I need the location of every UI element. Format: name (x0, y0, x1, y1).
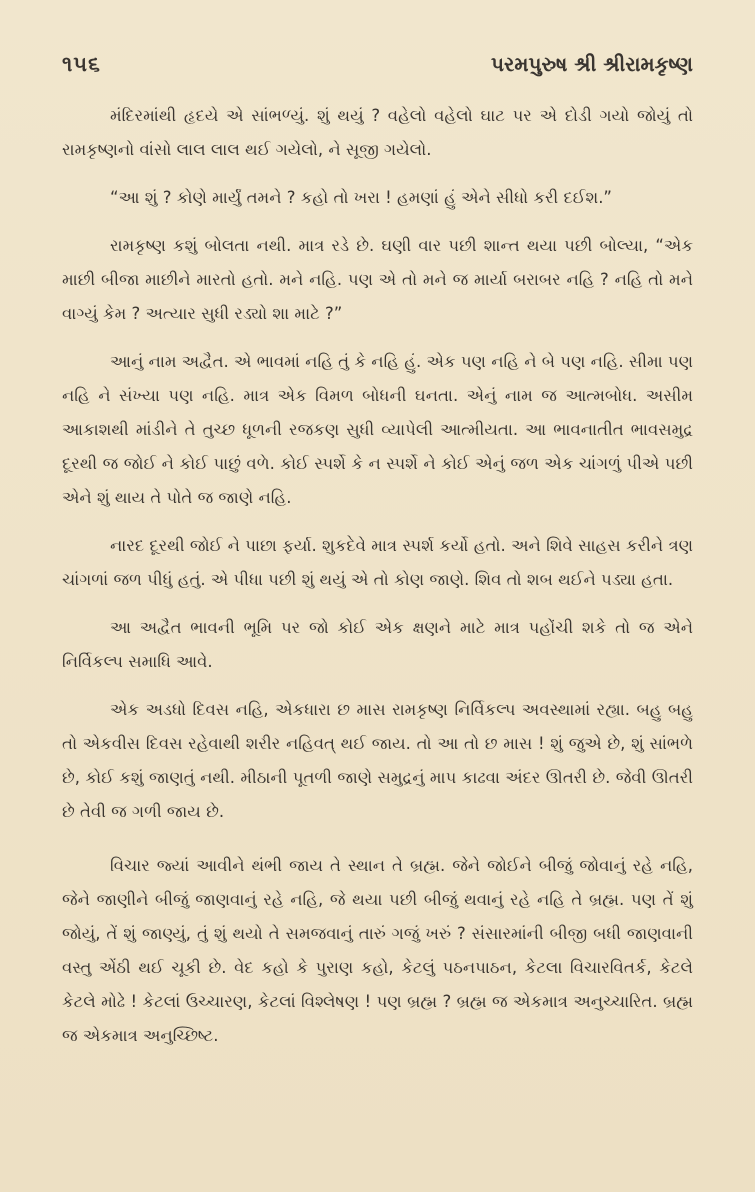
paragraph-5: નારદ દૂરથી જોઈ ને પાછા ફર્યા. શુકદેવે માત્ર સ્પર્શ કર્યો હતો. અને શિવે સાહસ કરીને ત્રણ ચાંગળાં જળ પીધું હતું. એ પીધા પછી શું થયું એ તો કોણ જાણે. શિવ તો શબ થઈને પડ્યા હતા. (62, 536, 693, 589)
paragraph-2: “આ શું ? કોણે માર્યું તમને ? કહો તો ખરા ! હમણાં હું એને સીધો કરી દઈશ.” (110, 188, 612, 207)
paragraph-7: એક અડધો દિવસ નહિ, એકધારા છ માસ રામકૃષ્ણ નિર્વિકલ્પ અવસ્થામાં રહ્યા. બહુ બહુ તો એકવીસ દિવસ રહેવાથી શરીર નહિવત્ થઈ જાય. તો આ તો છ માસ ! શું જુએ છે, શું સાંભળે છે, કોઈ કશું જાણતું નથી. મીઠાની પૂતળી જાણે સમુદ્રનું માપ કાઢવા અંદર ઊતરી છે. જેવી ઊતરી છે તેવી જ ગળી જાય છે. (62, 700, 693, 821)
paragraph-6: આ અદ્વૈત ભાવની ભૂમિ પર જો કોઈ એક ક્ષણને માટે માત્ર પહોંચી શકે તો જ એને નિર્વિકલ્પ સમાધિ આવે. (62, 618, 693, 671)
paragraph-8: વિચાર જ્યાં આવીને થંભી જાય તે સ્થાન તે બ્રહ્મ. જેને જોઈને બીજું જોવાનું રહે નહિ, જેને જાણીને બીજું જાણવાનું રહે નહિ, જે થયા પછી બીજું થવાનું રહે નહિ તે બ્રહ્મ. પણ તેં શું જોયું, તેં શું જાણ્યું, તું શું થયો તે સમજવાનું તારું ગજું ખરું ? સંસારમાંની બીજી બધી જાણવાની વસ્તુ એંઠી થઈ ચૂકી છે. વેદ કહો કે પુરાણ કહો, કેટલું પઠનપાઠન, કેટલા વિચારવિતર્ક, કેટલે કેટલે મોઢે ! કેટલાં ઉચ્ચારણ, કેટલાં વિશ્લેષણ ! પણ બ્રહ્મ ? બ્રહ્મ જ એકમાત્ર અનુચ્ચારિત. બ્રહ્મ જ એકમાત્ર અનુચ્છિષ્ટ. (62, 856, 693, 1045)
body-text (62, 99, 693, 1053)
page-header (62, 52, 693, 77)
page-number: ૧૫૬ (62, 52, 101, 76)
paragraph-4: આનું નામ અદ્વૈત. એ ભાવમાં નહિ તું કે નહિ હું. એક પણ નહિ ને બે પણ નહિ. સીમા પણ નહિ ને સંખ્યા પણ નહિ. માત્ર એક વિમળ બોધની ઘનતા. એનું નામ જ આત્મબોધ. અસીમ આકાશથી માંડીને તે તુચ્છ ધૂળની રજકણ સુધી વ્યાપેલી આત્મીયતા. આ ભાવનાતીત ભાવસમુદ્ર દૂરથી જ જોઈ ને કોઈ પાછું વળે. કોઈ સ્પર્શે કે ન સ્પર્શે ને કોઈ એનું જળ એક ચાંગળું પીએ પછી એને શું થાય તે પોતે જ જાણે નહિ. (62, 352, 693, 507)
running-title: પરમપુરુષ શ્રી શ્રીરામકૃષ્ણ (491, 52, 693, 76)
paragraph-3: રામકૃષ્ણ કશું બોલતા નથી. માત્ર રડે છે. ઘણી વાર પછી શાન્ત થયા પછી બોલ્યા, “એક માછી બીજા માછીને મારતો હતો. મને નહિ. પણ એ તો મને જ માર્યા બરાબર નહિ ? નહિ તો મને વાગ્યું કેમ ? અત્યાર સુધી રડ્યો શા માટે ?” (62, 236, 693, 323)
paragraph-1: મંદિરમાંથી હૃદયે એ સાંભળ્યું. શું થયું ? વહેલો વહેલો ઘાટ પર એ દોડી ગયો જોયું તો રામકૃષ્ણનો વાંસો લાલ લાલ થઈ ગયેલો, ને સૂજી ગયેલો. (62, 106, 693, 159)
